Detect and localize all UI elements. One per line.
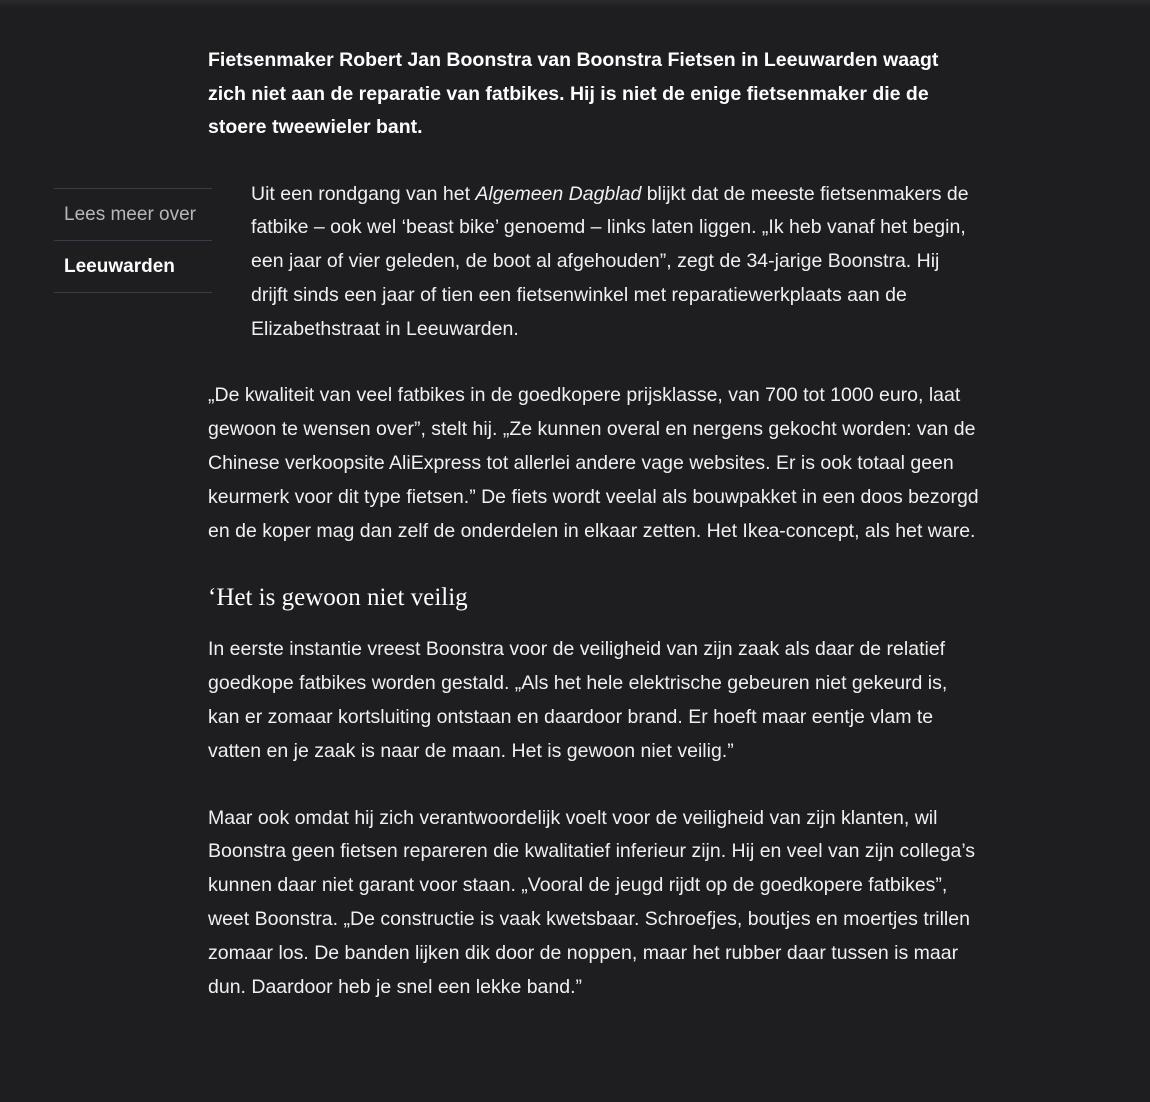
related-topics-header bbox=[54, 188, 212, 240]
paragraph-text: Uit een rondgang van het bbox=[251, 182, 476, 205]
related-topic-leeuwarden[interactable]: Leeuwarden bbox=[64, 255, 175, 277]
article-paragraph-2: „De kwaliteit van veel fatbikes in de goedkopere prijsklasse, van 700 tot 1000 euro, laat gewoon te wensen over”, stelt hij. „Ze kunnen overal en nergens gekocht worden: van de Chinese verkoopsite AliExpress tot allerlei andere vage websites. Er is ook totaal geen keurmerk voor dit type fietsen.” De fiets wordt veelal als bouwpakket in een doos bezorgd en de koper mag dan zelf de onderdelen in elkaar zetten. Het Ikea-concept, als het ware. bbox=[208, 384, 979, 542]
article-paragraph-4: Maar ook omdat hij zich verantwoordelijk voelt voor de veiligheid van zijn klanten, wil Boonstra geen fietsen repareren die kwalitatief inferieur zijn. Hij en veel van zijn collega’s kunnen daar niet garant voor staan. „Vooral de jeugd rijdt op de goedkopere fatbikes”, weet Boonstra. „De constructie is vaak kwetsbaar. Schroefjes, boutjes en moertjes trillen zomaar los. De banden lijken dik door de noppen, maar het rubber daar tussen is maar dun. Daardoor heb je snel een lekke band.” bbox=[208, 806, 976, 998]
related-topics-label: Lees meer over bbox=[64, 203, 197, 225]
article-body bbox=[208, 44, 980, 1037]
related-topic-link[interactable] bbox=[54, 240, 212, 293]
article-subheading: ‘Het is gewoon niet veilig bbox=[208, 584, 468, 612]
related-topics-box bbox=[54, 188, 212, 293]
article-paragraph-3: In eerste instantie vreest Boonstra voor de veiligheid van zijn zaak als daar de relatief goedkope fatbikes worden gestald. „Als het hele elektrische gebeuren niet gekeurd is, kan er zomaar kortsluiting ontstaan en daardoor brand. Er hoeft maar eentje vlam te vatten en je zaak is naar de maan. Het is gewoon niet veilig.” bbox=[208, 638, 948, 762]
paragraph-text: blijkt dat de meeste fietsenmakers de fatbike – ook wel ‘beast bike’ genoemd – links laten liggen. „Ik heb vanaf het begin, een jaar of vier geleden, de boot al afgehouden”, zegt de 34-jarige Boonstra. Hij drijft sinds een jaar of tien een fietsenwinkel met reparatiewerkplaats aan de Elizabethstraat in Leeuwarden. bbox=[251, 182, 969, 340]
source-name: Algemeen Dagblad bbox=[475, 182, 642, 205]
article-intro: Fietsenmaker Robert Jan Boonstra van Boonstra Fietsen in Leeuwarden waagt zich niet aan de reparatie van fatbikes. Hij is niet de enige fietsenmaker die de stoere tweewieler bant. bbox=[208, 49, 939, 138]
top-scroll-edge bbox=[0, 0, 1150, 8]
article-paragraph-1 bbox=[208, 178, 980, 347]
